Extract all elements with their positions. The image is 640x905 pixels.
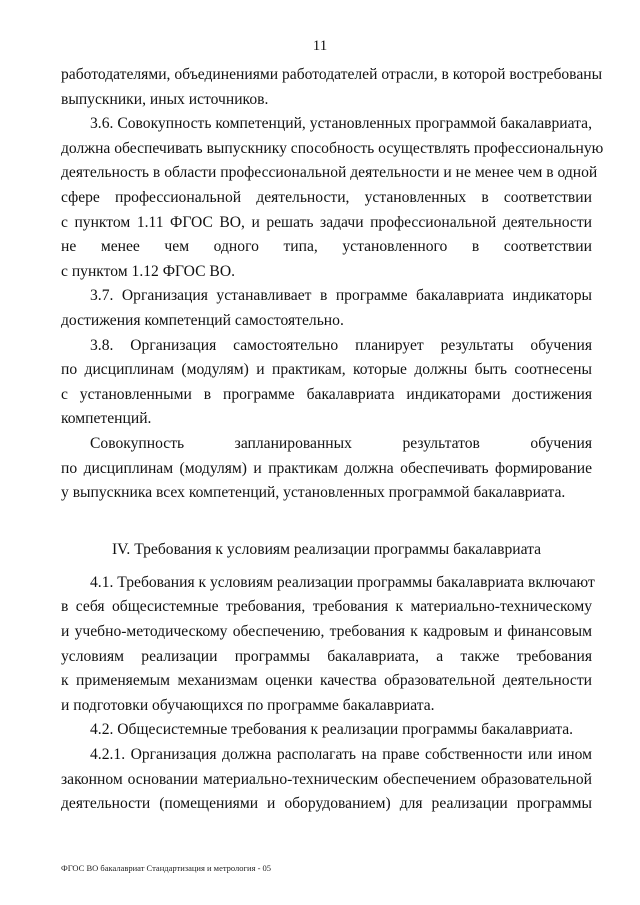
text-line: не менее чем одного типа, установленного в соответствии xyxy=(61,238,592,256)
paragraph-3-6 xyxy=(61,112,604,284)
text-line: с пунктом 1.12 ФГОС ВО. xyxy=(61,262,235,280)
document-footer: ФГОС ВО бакалавриат Стандартизация и метрология - 05 xyxy=(61,863,272,873)
text-line: 4.2.1. Организация должна располагать на праве собственности или ином xyxy=(90,746,592,764)
paragraph-4-2-1 xyxy=(61,743,592,817)
text-line: по дисциплинам (модулям) и практикам, которые должны быть соотнесены xyxy=(61,361,592,379)
text-line: с установленными в программе бакалавриата индикаторами достижения xyxy=(61,385,592,403)
text-line: и подготовки обучающихся по программе бакалавриата. xyxy=(61,696,435,714)
text-line: Совокупность запланированных результатов обучения xyxy=(90,434,592,452)
text-line: условиям реализации программы бакалавриата, а также требования xyxy=(61,647,592,665)
text-line: выпускники, иных источников. xyxy=(61,90,269,108)
text-line: к применяемым механизмам оценки качества образовательной деятельности xyxy=(61,672,592,690)
section-heading: IV. Требования к условиям реализации программы бакалавриата xyxy=(111,541,542,559)
text-line: достижения компетенций самостоятельно. xyxy=(61,311,344,329)
text-line: деятельности (помещениями и оборудованием) для реализации программы xyxy=(61,795,592,813)
text-line: законном основании материально-техническим обеспечением образовательной xyxy=(61,770,592,788)
text-line: 4.2. Общесистемные требования к реализации программы бакалавриата. xyxy=(90,721,574,739)
text-line: у выпускника всех компетенций, установленных программой бакалавриата. xyxy=(61,484,566,502)
text-line: работодателями, объединениями работодателей отрасли, в которой востребованы xyxy=(61,66,603,83)
text-line: сфере профессиональной деятельности, установленных в соответствии xyxy=(61,188,592,206)
paragraph-4-1 xyxy=(61,571,595,719)
text-line: в себя общесистемные требования, требования к материально-техническому xyxy=(61,598,592,616)
text-line: 4.1. Требования к условиям реализации программы бакалавриата включают xyxy=(90,573,595,591)
text-line: деятельность в области профессиональной деятельности и не менее чем в одной xyxy=(61,164,598,182)
paragraph-continuation xyxy=(61,63,603,112)
text-line: 3.7. Организация устанавливает в программе бакалавриата индикаторы xyxy=(90,287,592,305)
page-number: 11 xyxy=(312,38,328,54)
paragraph-3-7 xyxy=(61,284,592,333)
text-line: и учебно-методическому обеспечению, требования к кадровым и финансовым xyxy=(61,623,592,641)
text-line: 3.6. Совокупность компетенций, установленных программой бакалавриата, xyxy=(90,115,592,133)
text-line: должна обеспечивать выпускнику способность осуществлять профессиональную xyxy=(61,139,604,157)
text-line: 3.8. Организация самостоятельно планирует результаты обучения xyxy=(90,336,592,354)
paragraph-4-2 xyxy=(61,718,592,743)
text-line: с пунктом 1.11 ФГОС ВО, и решать задачи профессиональной деятельности xyxy=(61,213,592,231)
paragraph-3-8 xyxy=(61,334,592,432)
document-body xyxy=(61,63,604,817)
paragraph-summary xyxy=(61,432,592,506)
text-line: компетенций. xyxy=(61,410,152,428)
section-gap xyxy=(61,506,592,531)
text-line: по дисциплинам (модулям) и практикам должна обеспечивать формирование xyxy=(61,459,592,477)
